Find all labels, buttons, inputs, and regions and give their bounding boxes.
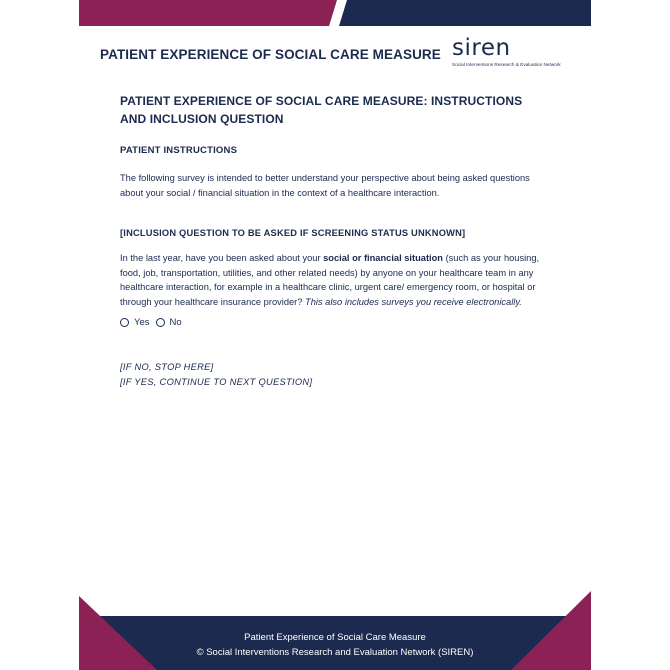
- page-header: [79, 26, 591, 84]
- footer-line-1: Patient Experience of Social Care Measure: [244, 632, 426, 643]
- radio-yes[interactable]: [120, 318, 129, 327]
- footer-text: [0, 631, 670, 660]
- answer-options: [120, 317, 550, 328]
- question-bold-text: social or financial situation: [323, 253, 443, 263]
- question-text-1: In the last year, have you been asked about your: [120, 253, 324, 263]
- document-page: [79, 0, 591, 670]
- if-yes-instruction: [IF YES, CONTINUE TO NEXT QUESTION]: [120, 376, 313, 387]
- option-no[interactable]: [156, 317, 182, 328]
- question-italic-text: This also includes surveys you receive electronically.: [305, 296, 522, 307]
- main-content: [120, 92, 550, 389]
- instructions-text: The following survey is intended to better understand your perspective about being asked questions about your social / financial situation in the context of a healthcare interaction.: [120, 173, 530, 198]
- instructions-heading: PATIENT INSTRUCTIONS: [120, 145, 238, 156]
- banner-plum: [79, 0, 337, 26]
- top-banner: [79, 0, 591, 26]
- question-text-2: (such as your housing, food, job, transportation, utilities, and other related needs) by anyone on your healthcare team in any healthcare interaction, for example in a healthcare clinic, urgent care/ emergency room, or hospital or through your healthcare insurance provider?: [120, 253, 540, 307]
- inclusion-question: [120, 251, 550, 309]
- logo-wordmark: siren: [452, 35, 511, 61]
- siren-logo: [452, 37, 588, 67]
- option-no-label: No: [169, 317, 182, 328]
- radio-no[interactable]: [156, 318, 165, 327]
- if-no-instruction: [IF NO, STOP HERE]: [120, 362, 214, 372]
- inclusion-heading: [INCLUSION QUESTION TO BE ASKED IF SCREENING STATUS UNKNOWN]: [120, 228, 466, 238]
- option-yes-label: Yes: [134, 317, 150, 328]
- logo-subtitle: Social Interventions Research & Evaluation Network: [452, 62, 561, 67]
- section-title: PATIENT EXPERIENCE OF SOCIAL CARE MEASURE: INSTRUCTIONS AND INCLUSION QUESTION: [120, 94, 523, 126]
- document-title: PATIENT EXPERIENCE OF SOCIAL CARE MEASURE: [100, 47, 441, 62]
- footer-line-2: © Social Interventions Research and Evaluation Network (SIREN): [196, 646, 474, 658]
- option-yes[interactable]: [120, 317, 150, 328]
